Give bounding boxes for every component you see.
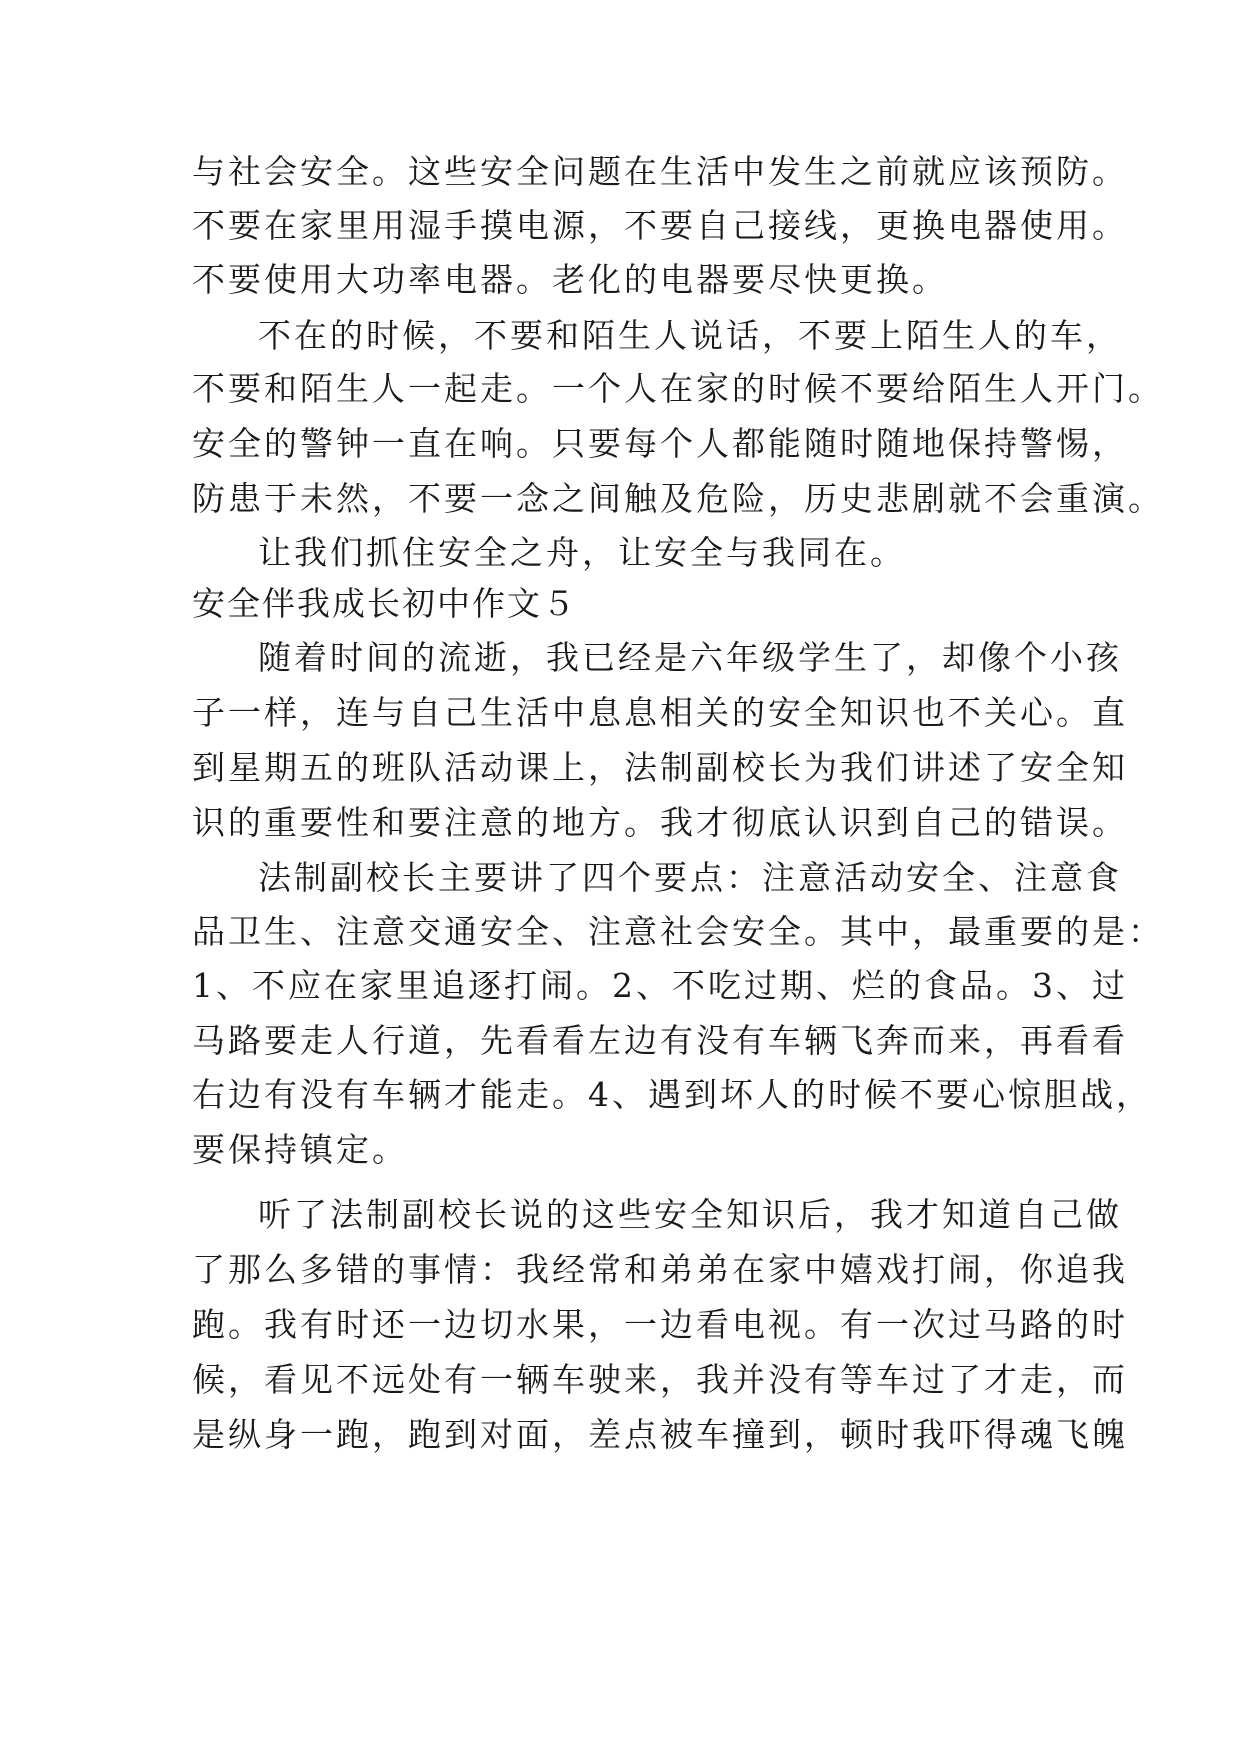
section-heading: 安全伴我成长初中作文５ — [192, 584, 577, 623]
text-line: 不要和陌生人一起走。一个人在家的时候不要给陌生人开门。 — [192, 369, 1164, 408]
text-line: 子一样，连与自己生活中息息相关的安全知识也不关心。直 — [192, 693, 1128, 732]
text-line: 右边有没有车辆才能走。4、遇到坏人的时候不要心惊胆战， — [192, 1075, 1152, 1114]
text-line: 让我们抓住安全之舟，让安全与我同在。 — [258, 533, 906, 572]
text-line: 识的重要性和要注意的地方。我才彻底认识到自己的错误。 — [192, 803, 1128, 842]
text-line: 法制副校长主要讲了四个要点：注意活动安全、注意食 — [258, 858, 1122, 897]
text-line: 1、不应在家里追逐打闹。2、不吃过期、烂的食品。3、过 — [192, 966, 1128, 1005]
text-line: 不在的时候，不要和陌生人说话，不要上陌生人的车， — [258, 316, 1122, 355]
text-line: 到星期五的班队活动课上，法制副校长为我们讲述了安全知 — [192, 748, 1128, 787]
text-line: 是纵身一跑，跑到对面，差点被车撞到，顿时我吓得魂飞魄 — [192, 1415, 1128, 1454]
text-line: 听了法制副校长说的这些安全知识后，我才知道自己做 — [258, 1195, 1122, 1234]
text-line: 马路要走人行道，先看看左边有没有车辆飞奔而来，再看看 — [192, 1021, 1128, 1060]
text-line: 要保持镇定。 — [192, 1130, 408, 1169]
text-line: 了那么多错的事情：我经常和弟弟在家中嬉戏打闹，你追我 — [192, 1250, 1128, 1289]
text-line: 不要在家里用湿手摸电源，不要自己接线，更换电器使用。 — [192, 206, 1128, 245]
text-line: 安全的警钟一直在响。只要每个人都能随时随地保持警惕， — [192, 424, 1128, 463]
text-line: 跑。我有时还一边切水果，一边看电视。有一次过马路的时 — [192, 1305, 1128, 1344]
text-line: 随着时间的流逝，我已经是六年级学生了，却像个小孩 — [258, 638, 1122, 677]
text-line: 品卫生、注意交通安全、注意社会安全。其中，最重要的是： — [192, 912, 1164, 951]
text-line: 不要使用大功率电器。老化的电器要尽快更换。 — [192, 260, 948, 299]
text-line: 候，看见不远处有一辆车驶来，我并没有等车过了才走，而 — [192, 1360, 1128, 1399]
text-line: 与社会安全。这些安全问题在生活中发生之前就应该预防。 — [192, 152, 1128, 191]
text-line: 防患于未然，不要一念之间触及危险，历史悲剧就不会重演。 — [192, 479, 1164, 518]
